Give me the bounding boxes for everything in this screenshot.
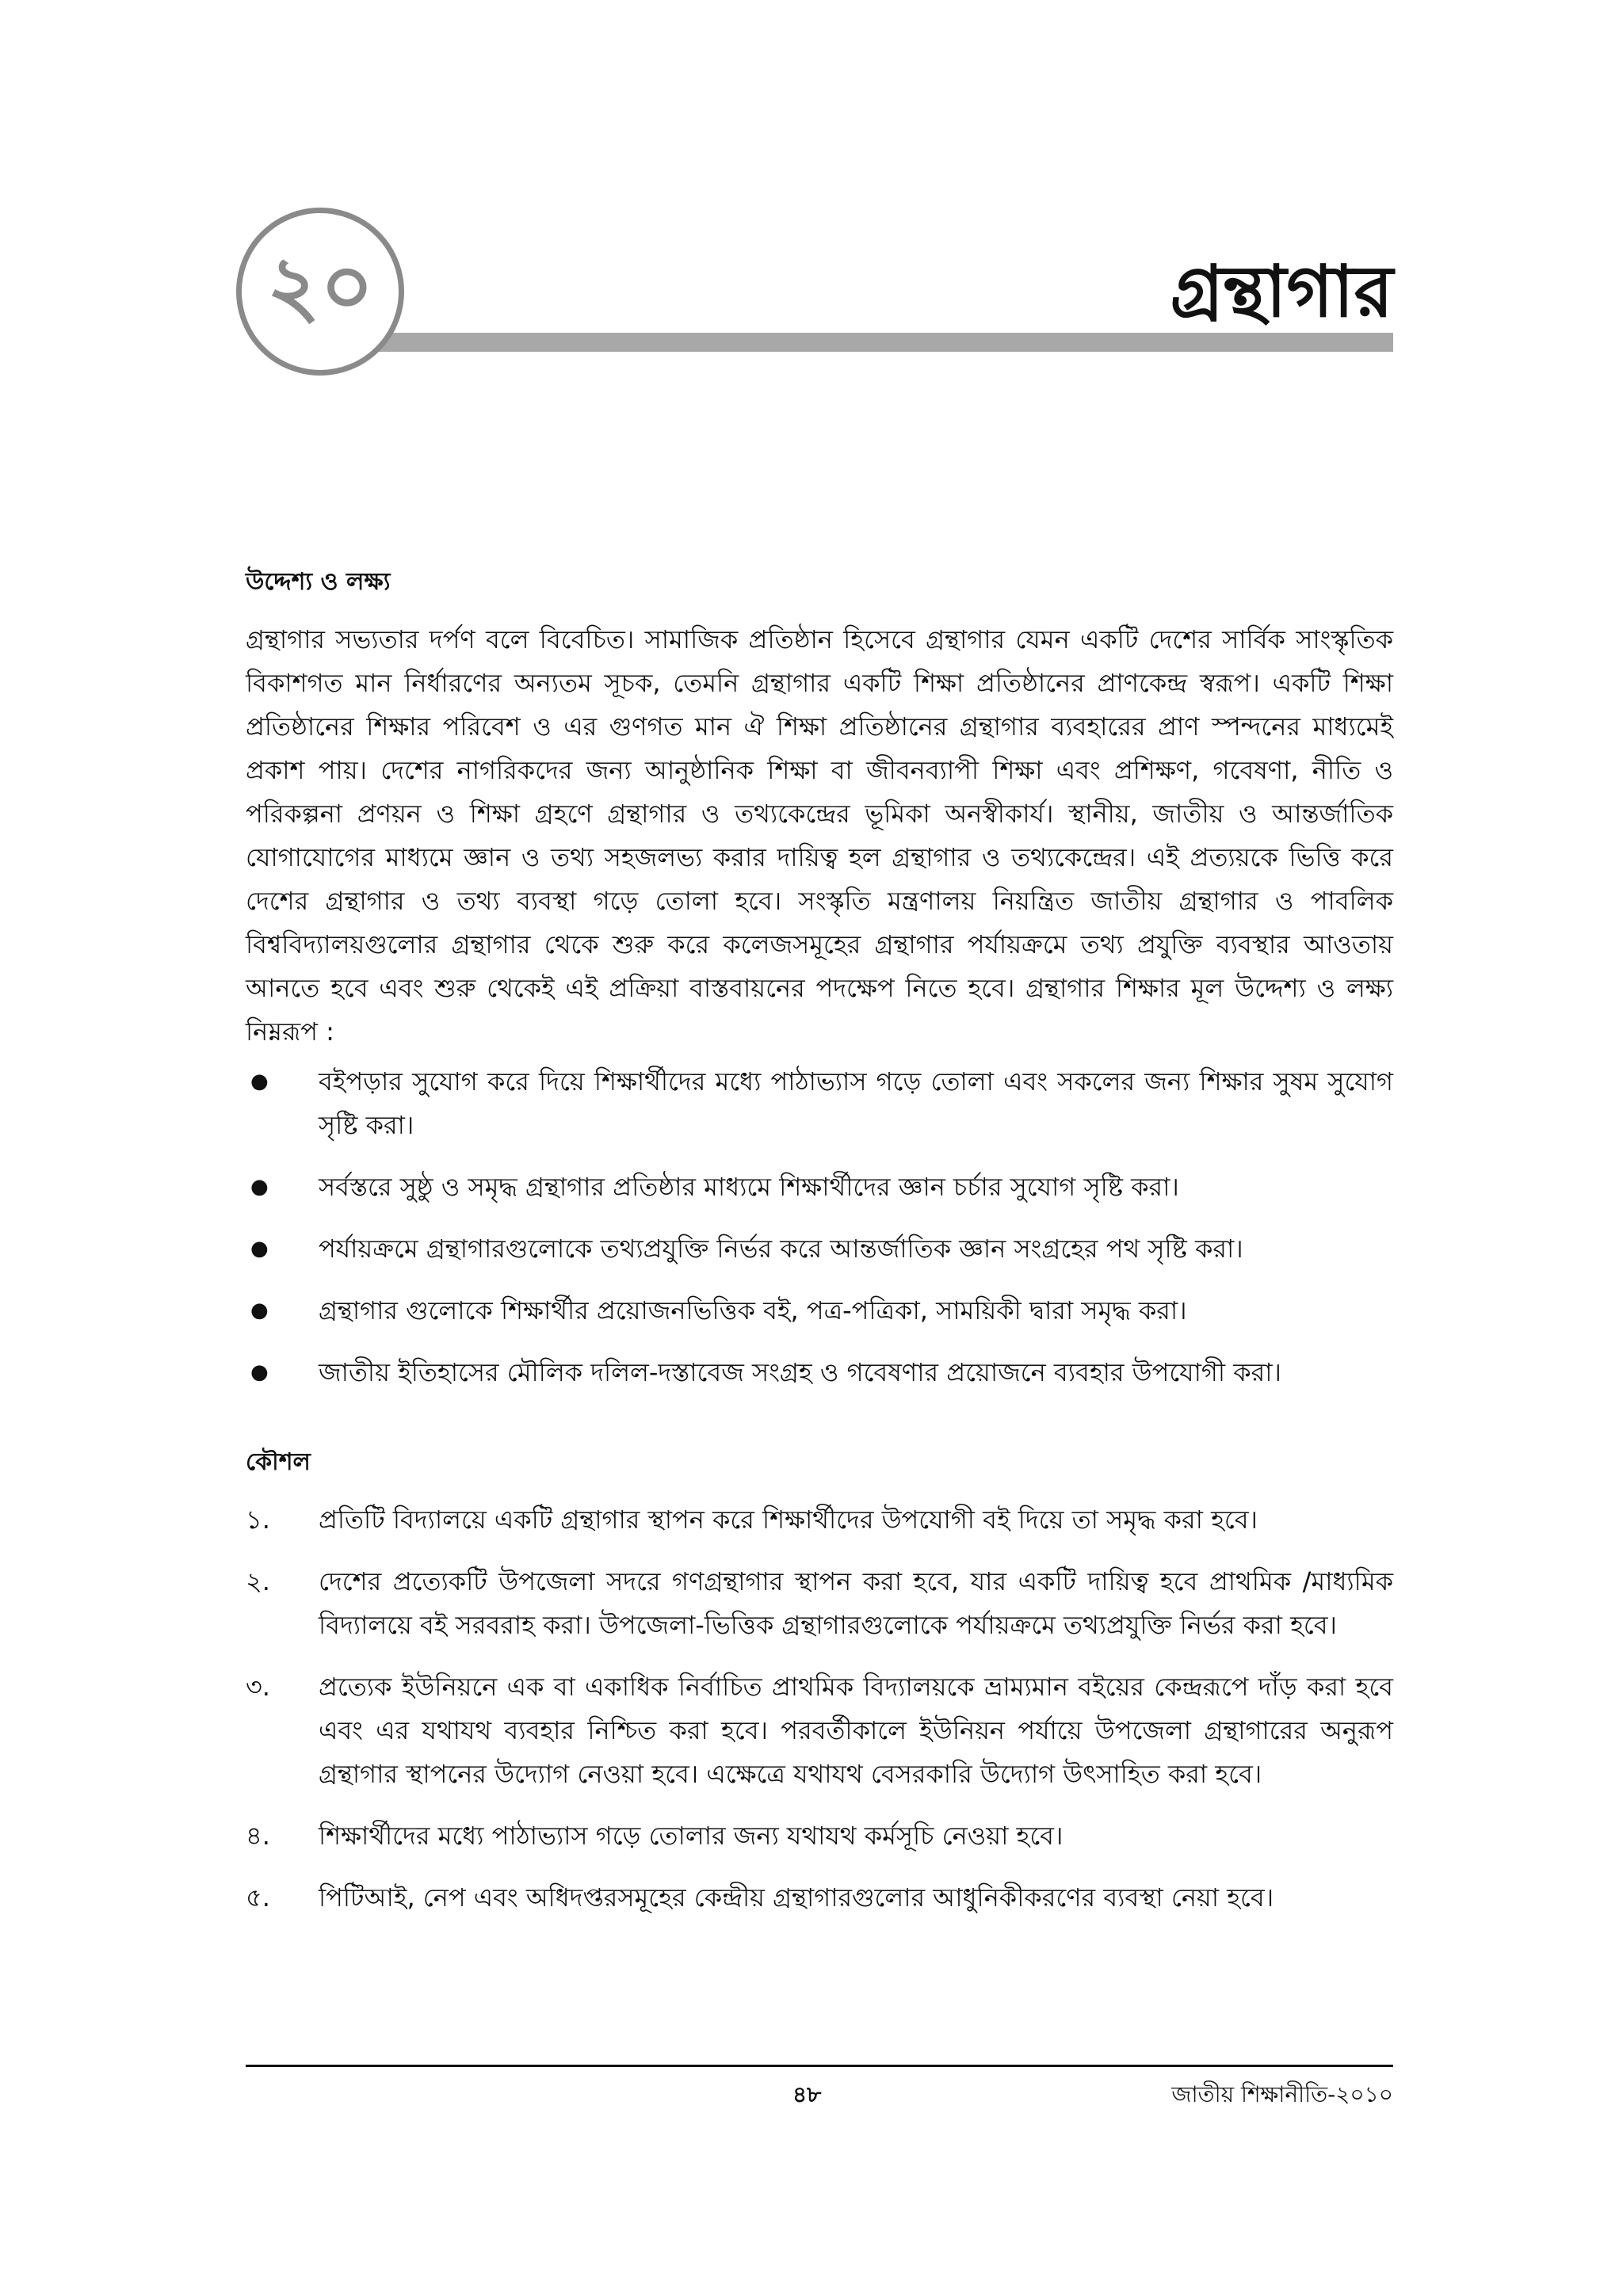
list-item-text: প্রতিটি বিদ্যালয়ে একটি গ্রন্থাগার স্থাপন করে শিক্ষার্থীদের উপযোগী বই দিয়ে তা সমৃদ্ধ করা হবে। [319,1505,1258,1535]
list-item-text: দেশের প্রত্যেকটি উপজেলা সদরে গণগ্রন্থাগার স্থাপন করা হবে, যার একটি দায়িত্ব হবে প্রাথমিক /মাধ্যমিক বিদ্যালয়ে বই সরবরাহ করা। উপজেলা-ভিত্তিক গ্রন্থাগারগুলোকে পর্যায়ক্রমে তথ্যপ্রযুক্তি নির্ভর করা হবে। [319,1566,1393,1640]
list-item [246,1876,1393,1920]
chapter-number-badge [236,208,404,376]
footer-document-title: জাতীয় শিক্ষানীতি-২০১০ [1171,2081,1393,2107]
bullet-icon: ● [250,1360,269,1384]
strategy-list [246,1498,1393,1920]
page-number: ৪৮ [792,2081,822,2107]
aims-paragraph: গ্রন্থাগার সভ্যতার দর্পণ বলে বিবেচিত। সামাজিক প্রতিষ্ঠান হিসেবে গ্রন্থাগার যেমন একটি দেশের সার্বিক সাংস্কৃতিক বিকাশগত মান নির্ধারণের অন্যতম সূচক, তেমনি গ্রন্থাগার একটি শিক্ষা প্রতিষ্ঠানের প্রাণকেন্দ্র স্বরূপ। একটি শিক্ষা প্রতিষ্ঠানের শিক্ষার পরিবেশ ও এর গুণগত মান ঐ শিক্ষা প্রতিষ্ঠানের গ্রন্থাগার ব্যবহারের প্রাণ স্পন্দনের মাধ্যমেই প্রকাশ পায়। দেশের নাগরিকদের জন্য আনুষ্ঠানিক শিক্ষা বা জীবনব্যাপী শিক্ষা এবং প্রশিক্ষণ, গবেষণা, নীতি ও পরিকল্পনা প্রণয়ন ও শিক্ষা গ্রহণে গ্রন্থাগার ও তথ্যকেন্দ্রের ভূমিকা অনস্বীকার্য। স্থানীয়, জাতীয় ও আন্তর্জাতিক যোগাযোগের মাধ্যমে জ্ঞান ও তথ্য সহজলভ্য করার দায়িত্ব হল গ্রন্থাগার ও তথ্যকেন্দ্রের। এই প্রত্যয়কে ভিত্তি করে দেশের গ্রন্থাগার ও তথ্য ব্যবস্থা গড়ে তোলা হবে। সংস্কৃতি মন্ত্রণালয় নিয়ন্ত্রিত জাতীয় গ্রন্থাগার ও পাবলিক বিশ্ববিদ্যালয়গুলোর গ্রন্থাগার থেকে শুরু করে কলেজসমূহের গ্রন্থাগার পর্যায়ক্রমে তথ্য প্রযুক্তি ব্যবস্থার আওতায় আনতে হবে এবং শুরু থেকেই এই প্রক্রিয়া বাস্তবায়নের পদক্ষেপ নিতে হবে। গ্রন্থাগার শিক্ষার মূল উদ্দেশ্য ও লক্ষ্য নিম্নরূপ : [246,624,1393,1047]
list-item-text: জাতীয় ইতিহাসের মৌলিক দলিল-দস্তাবেজ সংগ্রহ ও গবেষণার প্রয়োজনে ব্যবহার উপযোগী করা। [319,1357,1281,1387]
chapter-title: গ্রন্থাগার [1170,250,1393,334]
list-item-number: ৩. [246,1672,270,1702]
list-item-number: ১. [246,1505,270,1535]
list-item [246,1560,1393,1647]
list-item [246,1814,1393,1858]
list-item-text: সর্বস্তরে সুষ্ঠু ও সমৃদ্ধ গ্রন্থাগার প্রতিষ্ঠার মাধ্যমে শিক্ষার্থীদের জ্ঞান চর্চার সুযোগ সৃষ্টি করা। [319,1172,1179,1202]
strategy-heading: কৌশল [246,1448,311,1476]
list-item-number: ৫. [246,1882,270,1913]
aims-heading: উদ্দেশ্য ও লক্ষ্য [246,568,391,596]
list-item [246,1289,1393,1333]
bullet-icon: ● [250,1237,269,1261]
list-item-text: গ্রন্থাগার গুলোকে শিক্ষার্থীর প্রয়োজনভিত্তিক বই, পত্র-পত্রিকা, সাময়িকী দ্বারা সমৃদ্ধ করা। [319,1295,1187,1325]
chapter-number: ২০ [266,238,374,334]
list-item [246,1060,1393,1147]
bullet-icon: ● [250,1175,269,1199]
page-content [246,563,1393,1938]
list-item-number: ২. [246,1566,270,1596]
bullet-icon: ● [250,1299,269,1322]
list-item-text: বইপড়ার সুযোগ করে দিয়ে শিক্ষার্থীদের মধ্যে পাঠাভ্যাস গড়ে তোলা এবং সকলের জন্য শিক্ষার সুষম সুযোগ সৃষ্টি করা। [319,1066,1393,1140]
list-item [246,1227,1393,1271]
bullet-icon: ● [250,1070,269,1093]
list-item [246,1351,1393,1394]
list-item-text: পিটিআই, নেপ এবং অধিদপ্তরসমূহের কেন্দ্রীয় গ্রন্থাগারগুলোর আধুনিকীকরণের ব্যবস্থা নেয়া হবে। [319,1882,1274,1913]
footer-divider [246,2065,1393,2067]
list-item-number: ৪. [246,1821,270,1851]
chapter-header [0,0,1623,444]
list-item [246,1665,1393,1796]
list-item-text: প্রত্যেক ইউনিয়নে এক বা একাধিক নির্বাচিত প্রাথমিক বিদ্যালয়কে ভ্রাম্যমান বইয়ের কেন্দ্ররূপে দাঁড় করা হবে এবং এর যথাযথ ব্যবহার নিশ্চিত করা হবে। পরবর্তীকালে ইউনিয়ন পর্যায়ে উপজেলা গ্রন্থাগারের অনুরূপ গ্রন্থাগার স্থাপনের উদ্যোগ নেওয়া হবে। এক্ষেত্রে যথাযথ বেসরকারি উদ্যোগ উৎসাহিত করা হবে। [319,1672,1393,1789]
aims-bullet-list [246,1060,1393,1394]
list-item [246,1498,1393,1542]
list-item [246,1165,1393,1209]
list-item-text: পর্যায়ক্রমে গ্রন্থাগারগুলোকে তথ্যপ্রযুক্তি নির্ভর করে আন্তর্জাতিক জ্ঞান সংগ্রহের পথ সৃষ্টি করা। [319,1234,1243,1264]
list-item-text: শিক্ষার্থীদের মধ্যে পাঠাভ্যাস গড়ে তোলার জন্য যথাযথ কর্মসূচি নেওয়া হবে। [319,1821,1064,1851]
